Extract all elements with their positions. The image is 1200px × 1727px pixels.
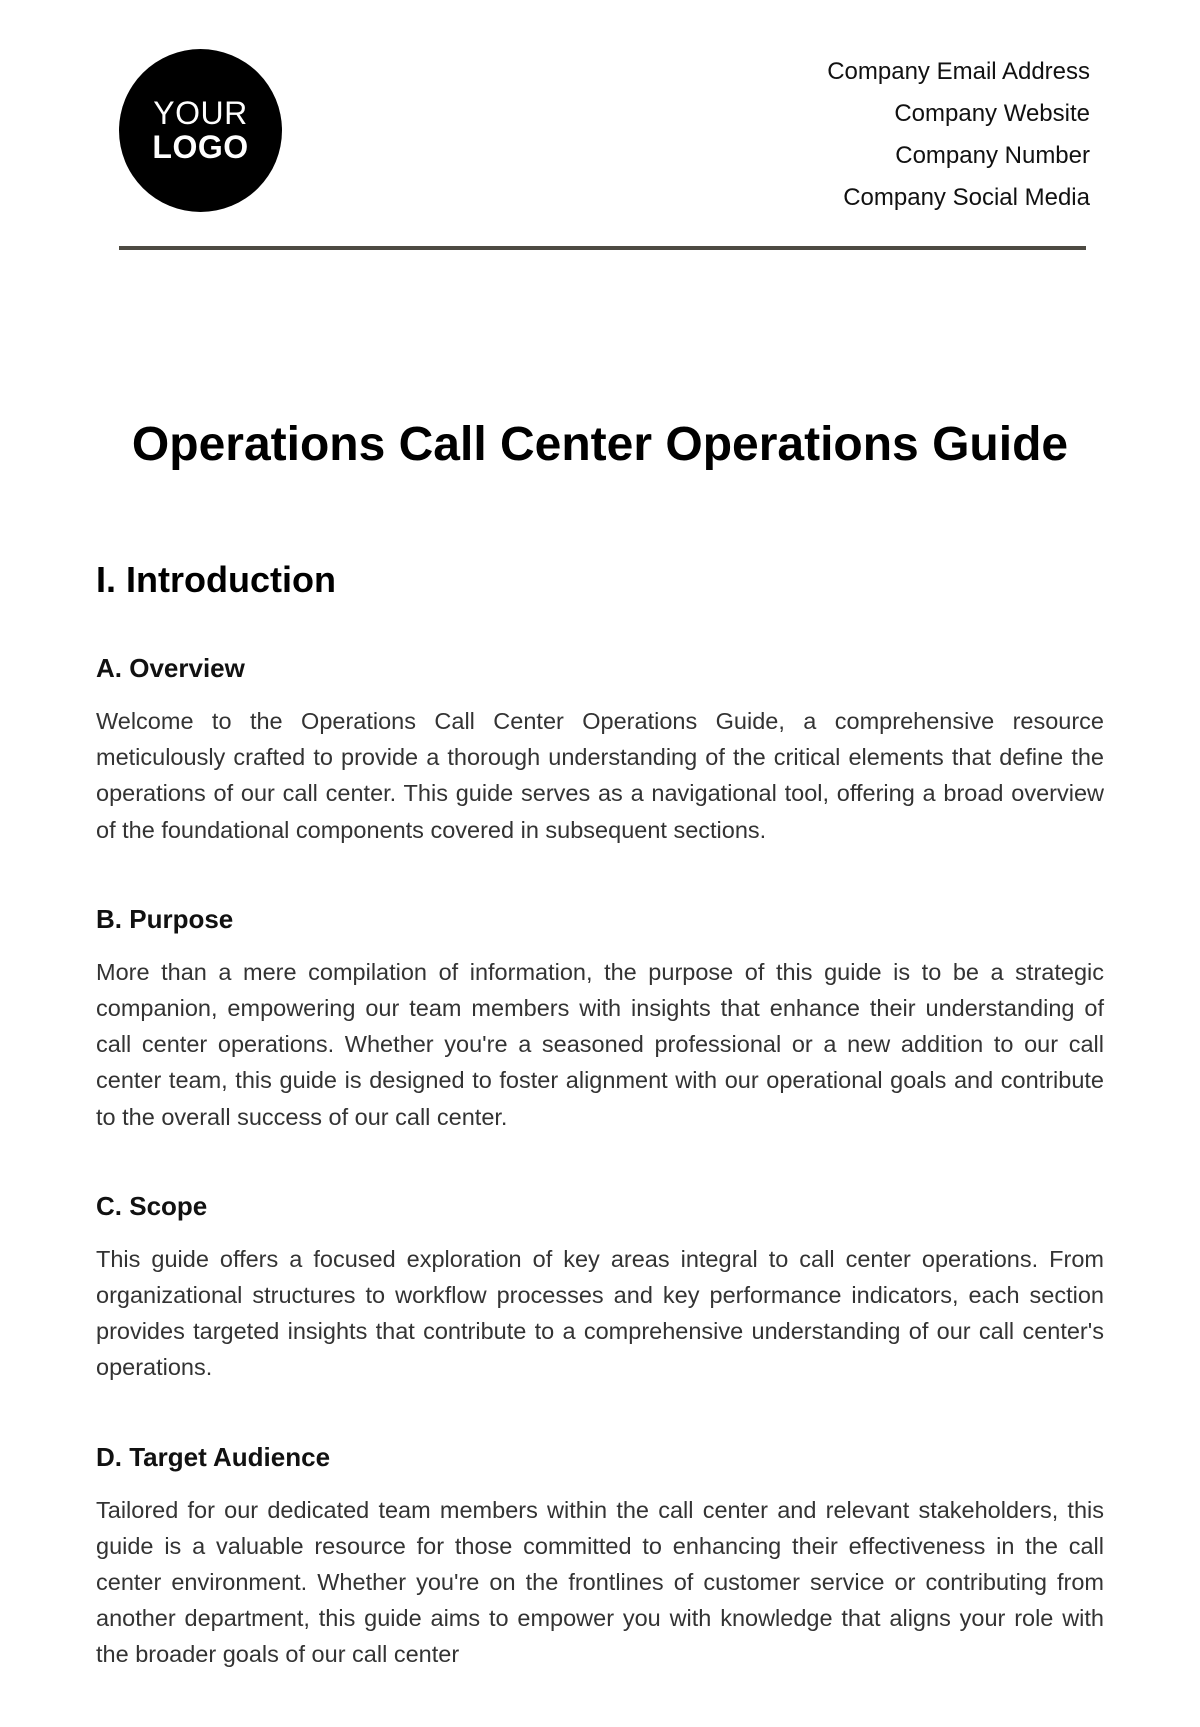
subsection-heading: D. Target Audience [96,1441,331,1472]
header-divider [119,246,1086,250]
subsection-paragraph: This guide offers a focused exploration of key areas integral to call center operations. From organizational structures to workflow processes and key performance indicators, each section provides targeted insights that contribute to a comprehensive understanding of our call center's operations. [96,1245,1104,1381]
subsection-heading: C. Scope [96,1190,208,1221]
subsection-heading: A. Overview [96,653,245,683]
company-email: Company Email Address [827,58,1090,85]
subsection-overview [96,651,1104,848]
subsection-paragraph: Tailored for our dedicated team members within the call center and relevant stakeholders, this guide is a valuable resource for those committed to enhancing their effectiveness in the call center environment. Whether you're on the frontlines of customer service or contributing from another department, this guide aims to empower you with knowledge that aligns your role with the broader goals of our call center [96,1496,1104,1668]
document-title: Operations Call Center Operations Guide [131,418,1069,471]
subsection-paragraph: More than a mere compilation of information, the purpose of this guide is to be a strategic companion, empowering our team members with insights that enhance their understanding of call center operations. Whether you're a seasoned professional or a new addition to our call center team, this guide is designed to foster alignment with our operational goals and contribute to the overall success of our call center. [96,958,1104,1130]
company-logo [119,49,282,212]
document-content [96,551,1104,1727]
company-number: Company Number [895,142,1090,169]
logo-text-bottom: LOGO [152,128,249,165]
subsection-purpose [96,902,1104,1135]
company-social-media: Company Social Media [843,184,1090,211]
company-contact-block [827,51,1090,219]
section-heading-introduction: I. Introduction [96,559,336,600]
subsection-target-audience [96,1440,1104,1673]
company-website: Company Website [894,100,1090,127]
subsection-heading: B. Purpose [96,903,234,934]
subsection-paragraph: Welcome to the Operations Call Center Operations Guide, a comprehensive resource meticulously crafted to provide a thorough understanding of the critical elements that define the operations of our call center. This guide serves as a navigational tool, offering a broad overview of the foundational components covered in subsequent sections. [96,708,1104,843]
subsection-scope [96,1189,1104,1386]
logo-text-top: YOUR [153,94,248,131]
